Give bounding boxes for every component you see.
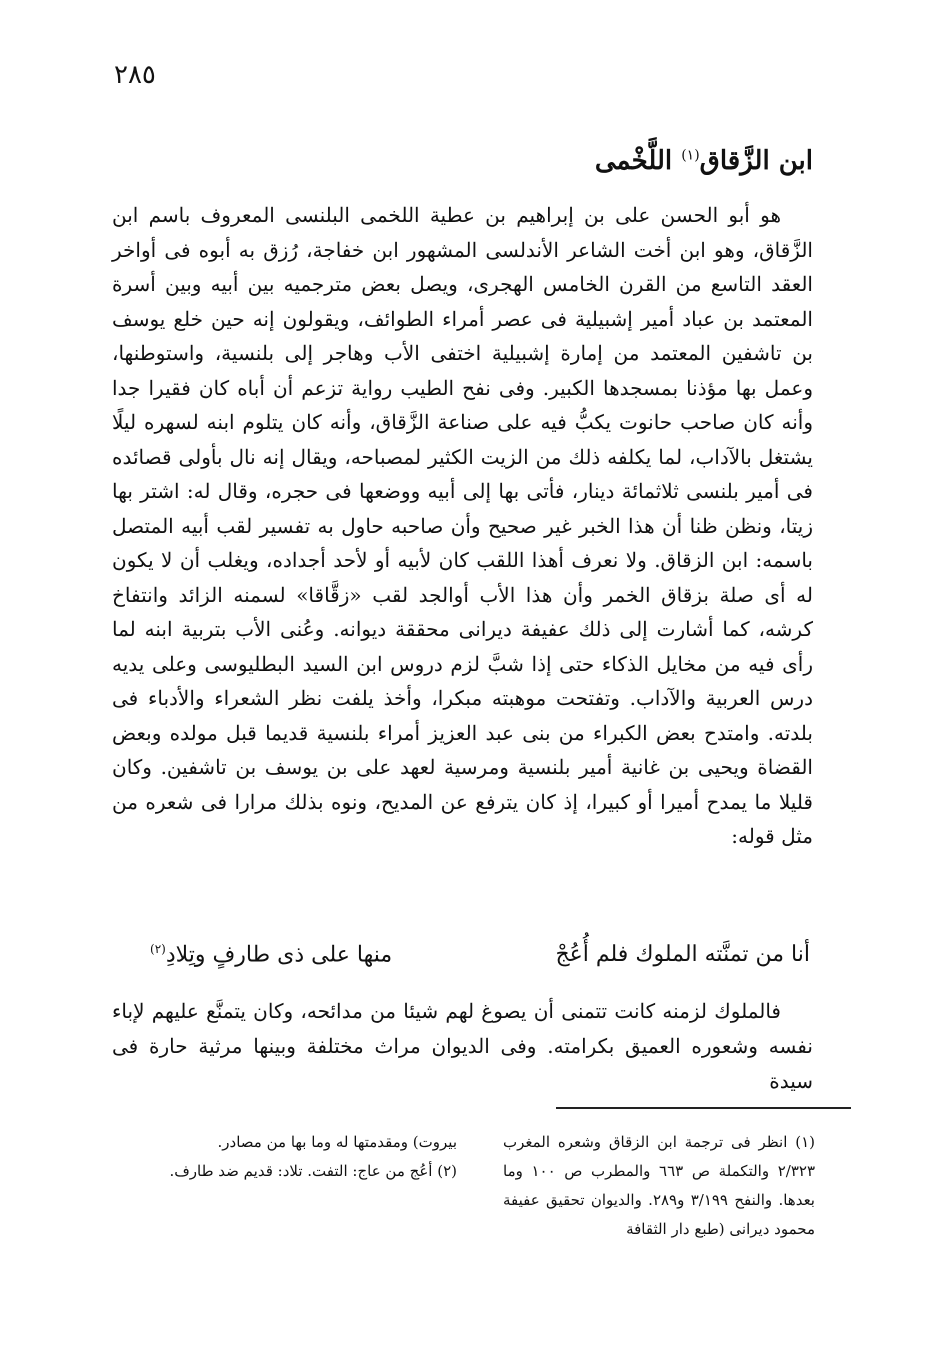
paragraph-2: فالملوك لزمنه كانت تتمنى أن يصوغ لهم شيئا من مدائحه، وكان يتمنَّع عليهم لإباء نفسه وشعوره العميق بكرامته. وفى الديوان مراث مختلفة وبينها مرثية حارة فى سيدة: [112, 999, 813, 1093]
verse-hemistich-1: أنا من تمنَّته الملوك فلم أُعُجْ: [555, 942, 810, 967]
footnote-1: (١) انظر فى ترجمة ابن الزقاق وشعره المغرب ٢/٣٢٣ والتكملة ص ٦٦٣ والمطرب ص ١٠٠ وما بعدها. والنفح ٣/١٩٩ و٢٨٩. والديوان تحقيق عفيفة محمود ديرانى (طبع دار الثقافة: [503, 1133, 815, 1238]
title-part-2: اللَّخْمى: [594, 146, 673, 176]
footnotes: [145, 1128, 815, 1244]
verse-hemistich-2: منها على ذى طارفٍ وتِلادِ: [165, 942, 393, 968]
footnote-column-right: [503, 1128, 815, 1244]
footnote-column-left: [145, 1128, 457, 1244]
page-number: ٢٨٥: [114, 60, 156, 90]
second-paragraph-block: [112, 994, 813, 1099]
footnote-2: (٢) أعُج من عاج: التفت. تلاد: قديم ضد طارف.: [169, 1162, 457, 1180]
verse-hemistich-2-wrap: [150, 942, 392, 967]
page-title: [595, 146, 813, 176]
verse-footnote-mark: (٢): [150, 942, 166, 956]
title-part-1: ابن الزَّقاق: [699, 146, 813, 176]
paragraph-1: هو أبو الحسن على بن إبراهيم بن عطية اللخمى البلنسى المعروف باسم ابن الزَّقاق، وهو ابن أخت الشاعر الأندلسى المشهور ابن خفاجة، رُزق به أبوه فى أواخر العقد التاسع من القرن الخامس الهجرى، ويصل بعض مترجميه بين أبيه وبين أسرة المعتمد بن عباد أمير إشبيلية فى عصر أمراء الطوائف، ويقولون إنه حين خلع يوسف بن تاشفين المعتمد من إمارة إشبيلية اختفى الأب وهاجر إلى بلنسية، واستوطنها، وعمل بها مؤذنا بمسجدها الكبير. وفى نفح الطيب رواية تزعم أن أباه كان فقيرا جدا وأنه كان صاحب حانوت يكبُّ فيه على صناعة الزَّقاق، وأنه كان يتلوم ابنه لسهره ليلًا يشتغل بالآداب، لما يكلفه ذلك من الزيت الكثير لمصباحه، ويقال إنه نال بأولى قصائده فى أمير بلنسى ثلاثمائة دينار، فأتى بها إلى أبيه ووضعها فى حجره، وقال له: اشتر بها زيتا، ونظن ظنا أن هذا الخبر غير صحيح وأن صاحبه حاول به تفسير لقب أبيه المتصل باسمه: ابن الزقاق. ولا نعرف أهذا اللقب كان لأبيه أو لأحد أجداده، ويغلب أن لا يكون له أى صلة بزقاق الخمر وأن هذا الأب أوالجد لقب «زقَّاقا» لسمنه الزائد وانتفاخ كرشه، كما أشارت إلى ذلك عفيفة ديرانى محققة ديوانه. وعُنى الأب بتربية ابنه لما رأى فيه من مخايل الذكاء حتى إذا شبَّ لزم دروس ابن السيد البطليوسى وعلى يديه درس العربية والآداب. وتفتحت موهبته مبكرا، وأخذ يلفت نظر الشعراء والأدباء فى بلدته. وامتدح بعض الكبراء من بنى عبد العزيز أمراء بلنسية قديما قبل مولده وبعض القضاة ويحيى بن غانية أمير بلنسية ومرسية لعهد على بن يوسف بن تاشفين. وكان قليلا ما يمدح أميرا أو كبيرا، إذ كان يترفع عن المديح، ونوه بذلك مرارا فى شعره من مثل قوله:: [112, 203, 814, 848]
footnote-divider: [556, 1107, 851, 1109]
title-footnote-mark: (١): [681, 147, 700, 164]
main-paragraph-block: [112, 198, 813, 854]
footnote-1-continued: بيروت) ومقدمتها له وما بها من مصادر.: [217, 1133, 457, 1151]
poem-verse: [150, 942, 810, 967]
